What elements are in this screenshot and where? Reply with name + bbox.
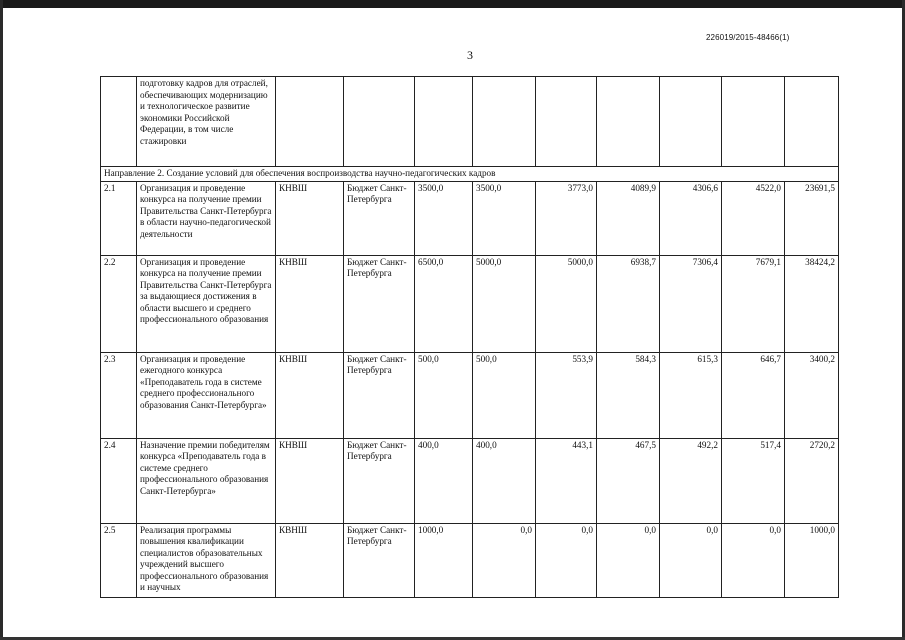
cell-value: 500,0 — [473, 352, 536, 438]
cell-source: Бюджет Санкт-Петербурга — [344, 255, 415, 352]
cell-value-total: 23691,5 — [785, 181, 839, 255]
cell-num: 2.3 — [101, 352, 137, 438]
cell-executor: КНВШ — [276, 438, 344, 523]
cell-value: 0,0 — [722, 523, 785, 597]
section-heading-row — [101, 167, 839, 182]
cell-value: 467,5 — [597, 438, 660, 523]
table-row — [101, 255, 839, 352]
cell-num — [101, 77, 137, 167]
cell-value-total: 38424,2 — [785, 255, 839, 352]
cell-source: Бюджет Санкт-Петербурга — [344, 438, 415, 523]
program-table — [100, 76, 839, 598]
cell-value: 646,7 — [722, 352, 785, 438]
cell-num: 2.2 — [101, 255, 137, 352]
cell-value: 0,0 — [536, 523, 597, 597]
table-row-continuation — [101, 77, 839, 167]
cell-num: 2.1 — [101, 181, 137, 255]
cell-value: 500,0 — [415, 352, 473, 438]
cell-value: 492,2 — [660, 438, 722, 523]
page-number: 3 — [467, 48, 473, 62]
cell-num: 2.5 — [101, 523, 137, 597]
table-row — [101, 523, 839, 597]
cell-name: Организация и проведение ежегодного конкурса «Преподаватель года в системе среднего профессионального образования Санкт-Петербурга» — [137, 352, 276, 438]
cell-value: 517,4 — [722, 438, 785, 523]
cell-value: 0,0 — [660, 523, 722, 597]
cell-value: 1000,0 — [415, 523, 473, 597]
table-row — [101, 438, 839, 523]
cell-executor: КНВШ — [276, 255, 344, 352]
cell-executor: КВНШ — [276, 523, 344, 597]
section-heading: Направление 2. Создание условий для обеспечения воспроизводства научно-педагогических кадров — [101, 167, 839, 182]
cell-value: 5000,0 — [473, 255, 536, 352]
cell-name: Реализация программы повышения квалификации специалистов образовательных учреждений высшего профессионального образования и научных — [137, 523, 276, 597]
cell-source: Бюджет Санкт-Петербурга — [344, 523, 415, 597]
cell-value: 6938,7 — [597, 255, 660, 352]
table-row — [101, 181, 839, 255]
cell-value: 4089,9 — [597, 181, 660, 255]
cell-source: Бюджет Санкт-Петербурга — [344, 181, 415, 255]
cell-name: Организация и проведение конкурса на получение премии Правительства Санкт-Петербурга за выдающиеся достижения в области высшего и среднего профессионального образования — [137, 255, 276, 352]
cell-value: 584,3 — [597, 352, 660, 438]
cell-value: 0,0 — [597, 523, 660, 597]
cell-value-total: 2720,2 — [785, 438, 839, 523]
cell-value: 443,1 — [536, 438, 597, 523]
cell-value: 553,9 — [536, 352, 597, 438]
table-row — [101, 352, 839, 438]
cell-value: 7679,1 — [722, 255, 785, 352]
cell-value: 615,3 — [660, 352, 722, 438]
cell-name: Назначение премии победителям конкурса «Преподаватель года в системе среднего профессионального образования Санкт-Петербурга» — [137, 438, 276, 523]
cell-value: 400,0 — [415, 438, 473, 523]
cell-executor: КНВШ — [276, 352, 344, 438]
cell-value: 7306,4 — [660, 255, 722, 352]
cell-value: 3500,0 — [473, 181, 536, 255]
cell-value: 6500,0 — [415, 255, 473, 352]
cell-name: подготовку кадров для отраслей, обеспечивающих модернизацию и технологическое развитие экономики Российской Федерации, в том числе стажировки — [137, 77, 276, 167]
cell-num: 2.4 — [101, 438, 137, 523]
cell-name: Организация и проведение конкурса на получение премии Правительства Санкт-Петербурга в области научно-педагогической деятельности — [137, 181, 276, 255]
document-id: 226019/2015-48466(1) — [706, 33, 790, 42]
cell-executor: КНВШ — [276, 181, 344, 255]
scan-border-left — [0, 0, 3, 640]
cell-value: 4306,6 — [660, 181, 722, 255]
cell-value-total: 3400,2 — [785, 352, 839, 438]
cell-value: 3773,0 — [536, 181, 597, 255]
scan-border-top — [0, 0, 905, 8]
cell-value: 400,0 — [473, 438, 536, 523]
cell-value: 5000,0 — [536, 255, 597, 352]
cell-value: 3500,0 — [415, 181, 473, 255]
cell-source: Бюджет Санкт-Петербурга — [344, 352, 415, 438]
cell-value: 0,0 — [473, 523, 536, 597]
cell-value: 4522,0 — [722, 181, 785, 255]
cell-value-total: 1000,0 — [785, 523, 839, 597]
